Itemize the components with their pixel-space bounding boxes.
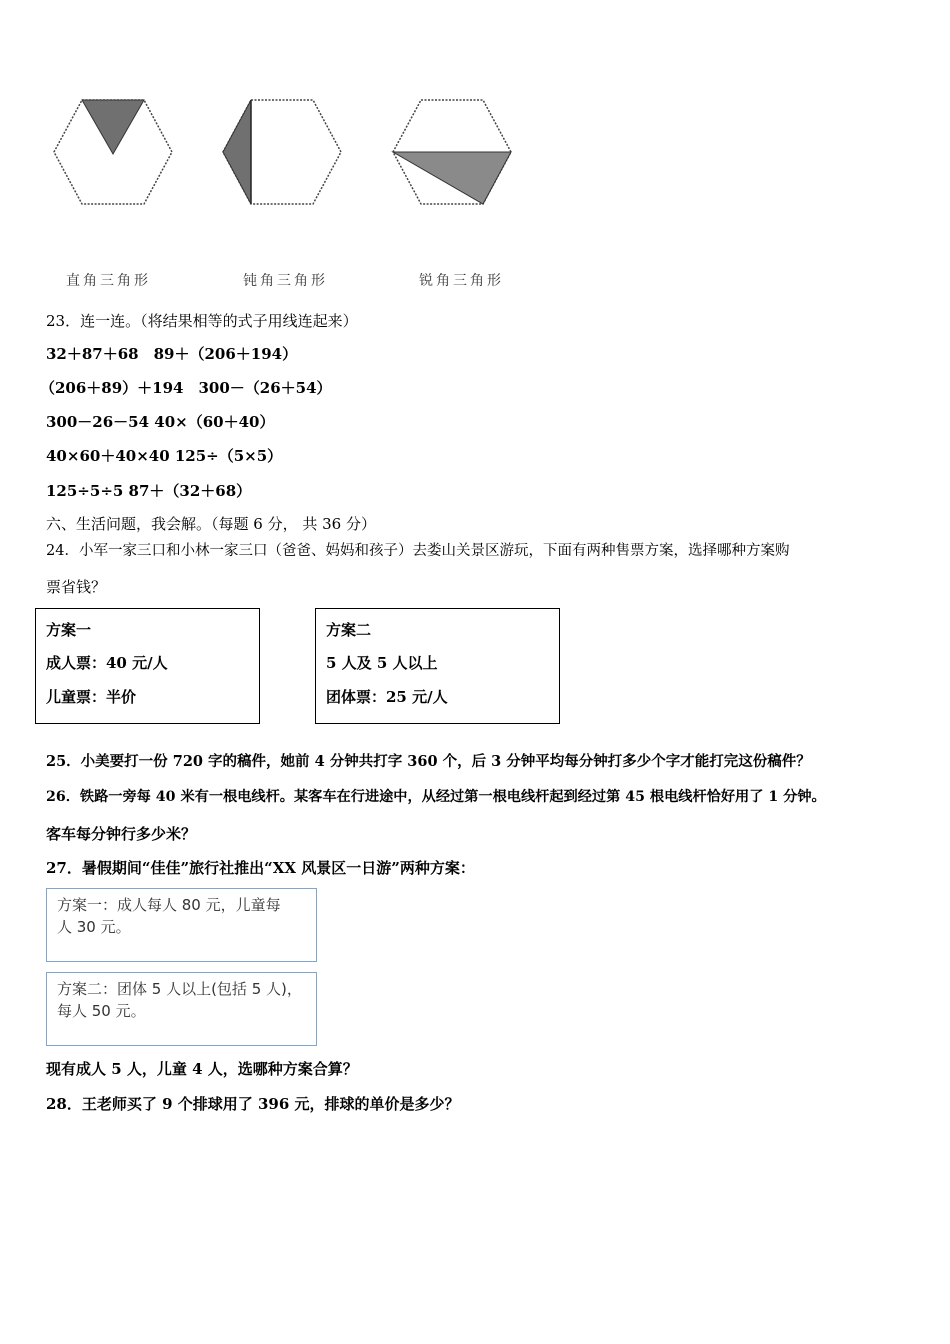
q26-text-line2: 客车每分钟行多少米？	[46, 825, 197, 843]
q24-text-line1: 24．小军一家三口和小林一家三口（爸爸、妈妈和孩子）去娄山关景区游玩，下面有两种售票方案，选择哪种方案购	[46, 543, 790, 559]
q27-plan-two-line2: 每人 50 元。	[57, 1002, 146, 1020]
q23-row-1: 32＋87＋68 89＋（206＋194）	[46, 345, 298, 363]
q23-row-5: 125÷5÷5 87＋（32＋68）	[46, 482, 252, 500]
plan-two-group-price: 团体票：25 元/人	[326, 688, 448, 706]
plan-one-child: 儿童票：半价	[46, 688, 137, 706]
hexagon-right-triangle-figure	[50, 96, 176, 208]
caption-acute-triangle: 锐角三角形	[419, 273, 504, 289]
q27-title: 27．暑假期间“佳佳”旅行社推出“XX 风景区一日游”两种方案：	[46, 859, 475, 877]
caption-obtuse-triangle: 钝角三角形	[243, 273, 328, 289]
caption-right-triangle: 直角三角形	[66, 273, 151, 289]
plan-one-title: 方案一	[46, 621, 92, 639]
q27-plan-one-line1: 方案一：成人每人 80 元，儿童每	[57, 896, 281, 914]
q23-title: 23．连一连。（将结果相等的式子用线连起来）	[46, 312, 358, 330]
q24-text-line2: 票省钱？	[46, 578, 107, 596]
q24-plan-one-box	[35, 608, 260, 724]
q27-plan-one-box	[46, 888, 317, 962]
q27-plan-two-box	[46, 972, 317, 1046]
hexagon-acute-triangle-figure	[389, 96, 515, 208]
q23-row-3: 300－26－54 40×（60＋40）	[46, 413, 275, 431]
plan-two-title: 方案二	[326, 621, 372, 639]
section-6-title: 六、生活问题，我会解。（每题 6 分， 共 36 分）	[46, 515, 376, 533]
plan-one-adult: 成人票：40 元/人	[46, 654, 168, 672]
q27-plan-one-line2: 人 30 元。	[57, 918, 131, 936]
q27-plan-two-line1: 方案二：团体 5 人以上(包括 5 人)，	[57, 980, 302, 998]
q25-text: 25．小美要打一份 720 字的稿件，她前 4 分钟共打字 360 个，后 3 分钟平均每分钟打多少个字才能打完这份稿件？	[46, 753, 811, 770]
q23-row-2: （206＋89）＋194 300－（26＋54）	[40, 379, 332, 397]
hexagon-obtuse-triangle-figure	[219, 96, 345, 208]
q27-question: 现有成人 5 人，儿童 4 人，选哪种方案合算？	[46, 1060, 358, 1078]
q28-text: 28．王老师买了 9 个排球用了 396 元，排球的单价是多少？	[46, 1095, 460, 1113]
q26-text-line1: 26．铁路一旁每 40 米有一根电线杆。某客车在行进途中，从经过第一根电线杆起到经过第 45 根电线杆恰好用了 1 分钟。	[46, 789, 826, 805]
plan-two-condition: 5 人及 5 人以上	[326, 654, 438, 672]
q23-row-4: 40×60＋40×40 125÷（5×5）	[46, 447, 283, 465]
q24-plan-two-box	[315, 608, 560, 724]
